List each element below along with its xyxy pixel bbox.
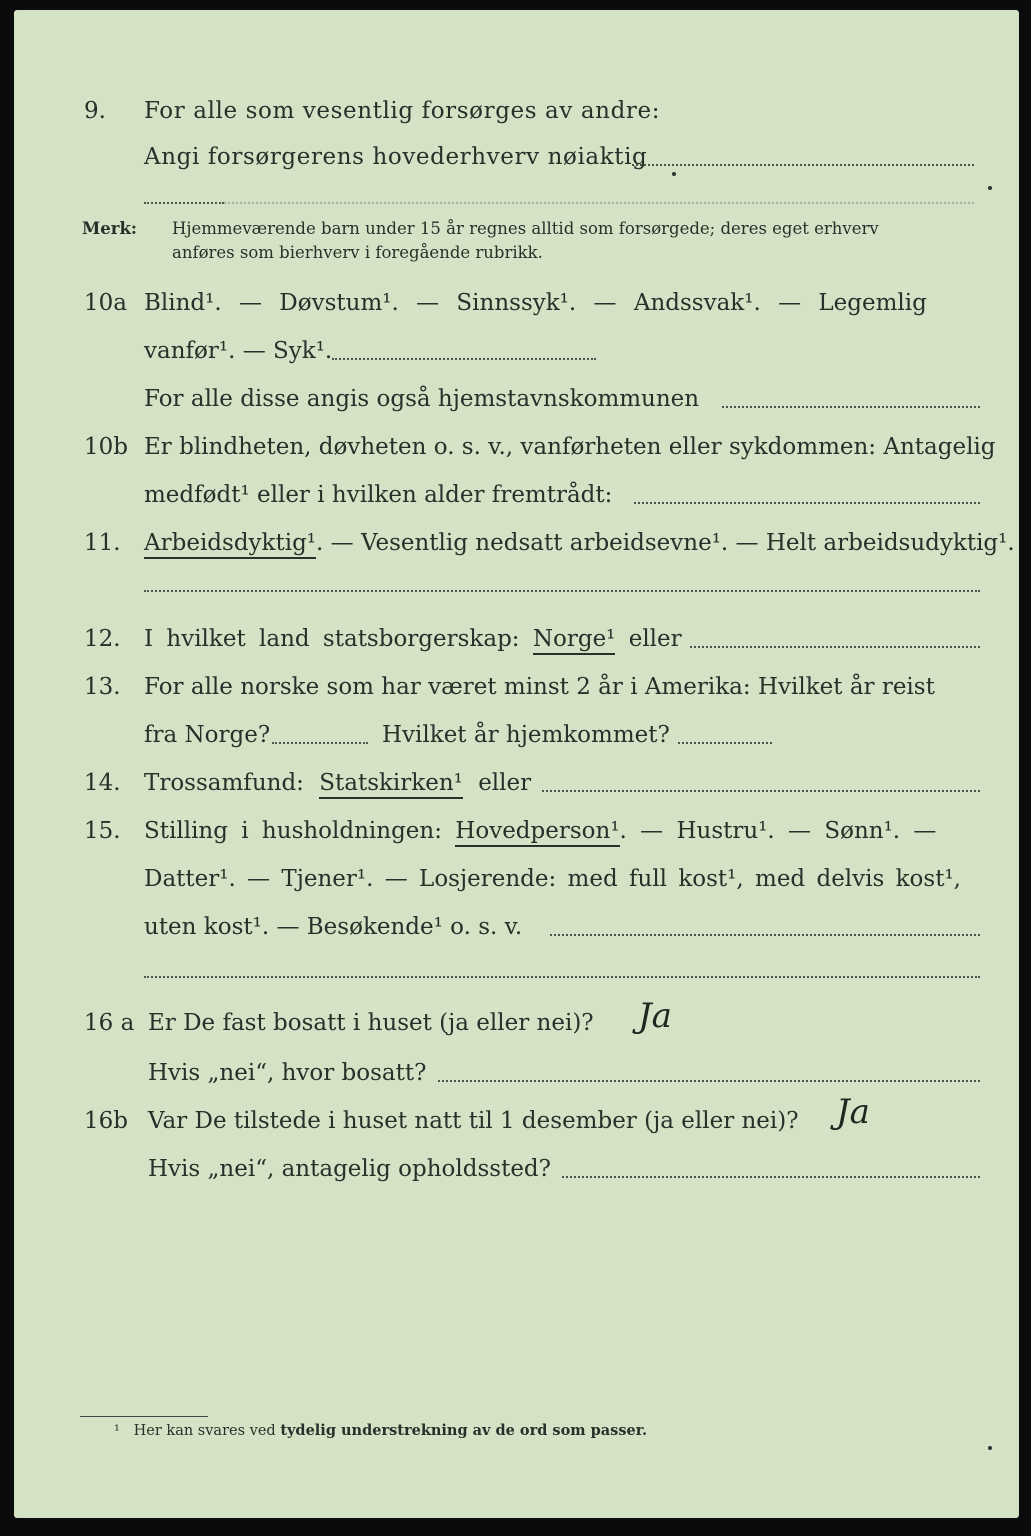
merk-row2 — [14, 243, 1019, 283]
q13-return-year-line[interactable] — [678, 742, 772, 744]
ink-dot — [988, 1446, 992, 1450]
ink-dot — [672, 172, 676, 176]
q15-answer-line2[interactable] — [144, 976, 980, 978]
q10b-answer-line[interactable] — [634, 502, 980, 504]
q15-row2 — [14, 866, 1019, 906]
q9-text-line2: Angi forsørgerens hovederhverv nøiaktig — [144, 144, 648, 170]
q10a-row — [14, 290, 1019, 330]
q16b-text-line2: Hvis „nei“, antagelig opholdssted? — [148, 1156, 551, 1182]
q13-departure-year-line[interactable] — [272, 742, 368, 744]
footnote-rule — [80, 1416, 208, 1417]
q10a-number: 10a — [84, 290, 127, 316]
q10b-number: 10b — [84, 434, 128, 460]
census-form-page — [14, 10, 1019, 1518]
q14-suffix: eller — [478, 770, 532, 796]
q14-option-statskirken[interactable]: Statskirken¹ — [319, 770, 463, 799]
q11-text — [144, 530, 1015, 556]
q9-answer-line[interactable] — [632, 164, 974, 166]
q16b-number: 16b — [84, 1108, 128, 1134]
q10b-row2 — [14, 482, 1019, 522]
q15-number: 15. — [84, 818, 121, 844]
q10a-text-line3: For alle disse angis også hjemstavnskommunen — [144, 386, 700, 412]
q11-number: 11. — [84, 530, 121, 556]
footnote — [114, 1422, 647, 1439]
q12-suffix: eller — [628, 626, 682, 652]
q14-answer-line[interactable] — [542, 790, 980, 792]
footnote-mark: ¹ — [114, 1423, 120, 1439]
q10b-text-line1: Er blindheten, døvheten o. s. v., vanførheten eller sykdommen: Antagelig — [144, 434, 996, 460]
q9-row — [14, 98, 1019, 138]
q9-number: 9. — [84, 98, 106, 124]
q12-answer-line[interactable] — [690, 646, 980, 648]
q14-row — [14, 770, 1019, 810]
q9-answer-line2b[interactable] — [224, 202, 974, 204]
q16a-handwritten-answer[interactable]: Ja — [638, 996, 672, 1036]
q16a-number: 16 a — [84, 1010, 135, 1036]
q14-text — [144, 770, 531, 796]
merk-text-line1: Hjemmeværende barn under 15 år regnes alltid som forsørgede; deres eget erhverv — [172, 219, 879, 238]
q16a-row — [14, 996, 1019, 1050]
q15-row — [14, 818, 1019, 858]
q14-number: 14. — [84, 770, 121, 796]
q12-row — [14, 626, 1019, 666]
q13-text-line2a: fra Norge? — [144, 722, 271, 748]
q10a-row2 — [14, 338, 1019, 378]
q15-text-line3: uten kost¹. — Besøkende¹ o. s. v. — [144, 914, 523, 940]
q10a-row3 — [14, 386, 1019, 426]
q12-option-norge[interactable]: Norge¹ — [533, 626, 616, 655]
q16a-answer-line[interactable] — [438, 1080, 980, 1082]
q12-prefix: I hvilket land statsborgerskap: — [144, 626, 520, 652]
q15-text-line2: Datter¹. — Tjener¹. — Losjerende: med full kost¹, med delvis kost¹, — [144, 866, 961, 892]
q14-prefix: Trossamfund: — [144, 770, 304, 796]
q9-answer-line2a[interactable] — [144, 202, 224, 204]
q16a-text-line1: Er De fast bosatt i huset (ja eller nei)? — [148, 1010, 594, 1036]
q15-prefix: Stilling i husholdningen: — [144, 818, 442, 844]
merk-text-line2: anføres som bierhverv i foregående rubrikk. — [172, 243, 543, 262]
q12-text — [144, 626, 682, 652]
q11-answer-line[interactable] — [144, 590, 980, 592]
q10b-row — [14, 434, 1019, 474]
q15-text-line1 — [144, 818, 936, 844]
q10b-text-line2: medfødt¹ eller i hvilken alder fremtrådt: — [144, 482, 613, 508]
q11-row — [14, 530, 1019, 570]
q9-row2 — [14, 144, 1019, 184]
q16b-text-line1: Var De tilstede i huset natt til 1 desember (ja eller nei)? — [148, 1108, 799, 1134]
merk-label: Merk: — [82, 219, 137, 238]
q16b-row — [14, 1092, 1019, 1148]
q15-answer-line[interactable] — [550, 934, 980, 936]
q16b-handwritten-answer[interactable]: Ja — [836, 1092, 870, 1132]
q16a-text-line2: Hvis „nei“, hvor bosatt? — [148, 1060, 427, 1086]
q16b-answer-line[interactable] — [562, 1176, 980, 1178]
q13-row2 — [14, 722, 1019, 762]
q11-option-arbeidsdyktig[interactable]: Arbeidsdyktig¹ — [144, 530, 316, 559]
q13-row — [14, 674, 1019, 714]
q10a-text-line2: vanfør¹. — Syk¹. — [144, 338, 333, 364]
q10a-home-municipality-line[interactable] — [722, 406, 980, 408]
q10a-answer-line[interactable] — [332, 358, 596, 360]
q13-text-line2b: Hvilket år hjemkommet? — [382, 722, 670, 748]
q10a-text-line1: Blind¹. — Døvstum¹. — Sinnssyk¹. — Andssvak¹. — Legemlig — [144, 290, 927, 316]
q12-number: 12. — [84, 626, 121, 652]
q16b-row2 — [14, 1156, 1019, 1196]
q13-number: 13. — [84, 674, 121, 700]
q9-text-line1: For alle som vesentlig forsørges av andre: — [144, 98, 661, 124]
q15-row3 — [14, 914, 1019, 954]
q15-rest1: . — Hustru¹. — Sønn¹. — — [619, 818, 937, 844]
footnote-text: Her kan svares ved — [133, 1423, 276, 1439]
footnote-bold-text: tydelig understrekning av de ord som passer. — [280, 1422, 648, 1439]
q11-rest: . — Vesentlig nedsatt arbeidsevne¹. — Helt arbeidsudyktig¹. — [316, 530, 1015, 556]
q13-text-line1: For alle norske som har været minst 2 år i Amerika: Hvilket år reist — [144, 674, 935, 700]
q15-option-hovedperson[interactable]: Hovedperson¹ — [455, 818, 619, 847]
ink-dot — [988, 186, 992, 190]
